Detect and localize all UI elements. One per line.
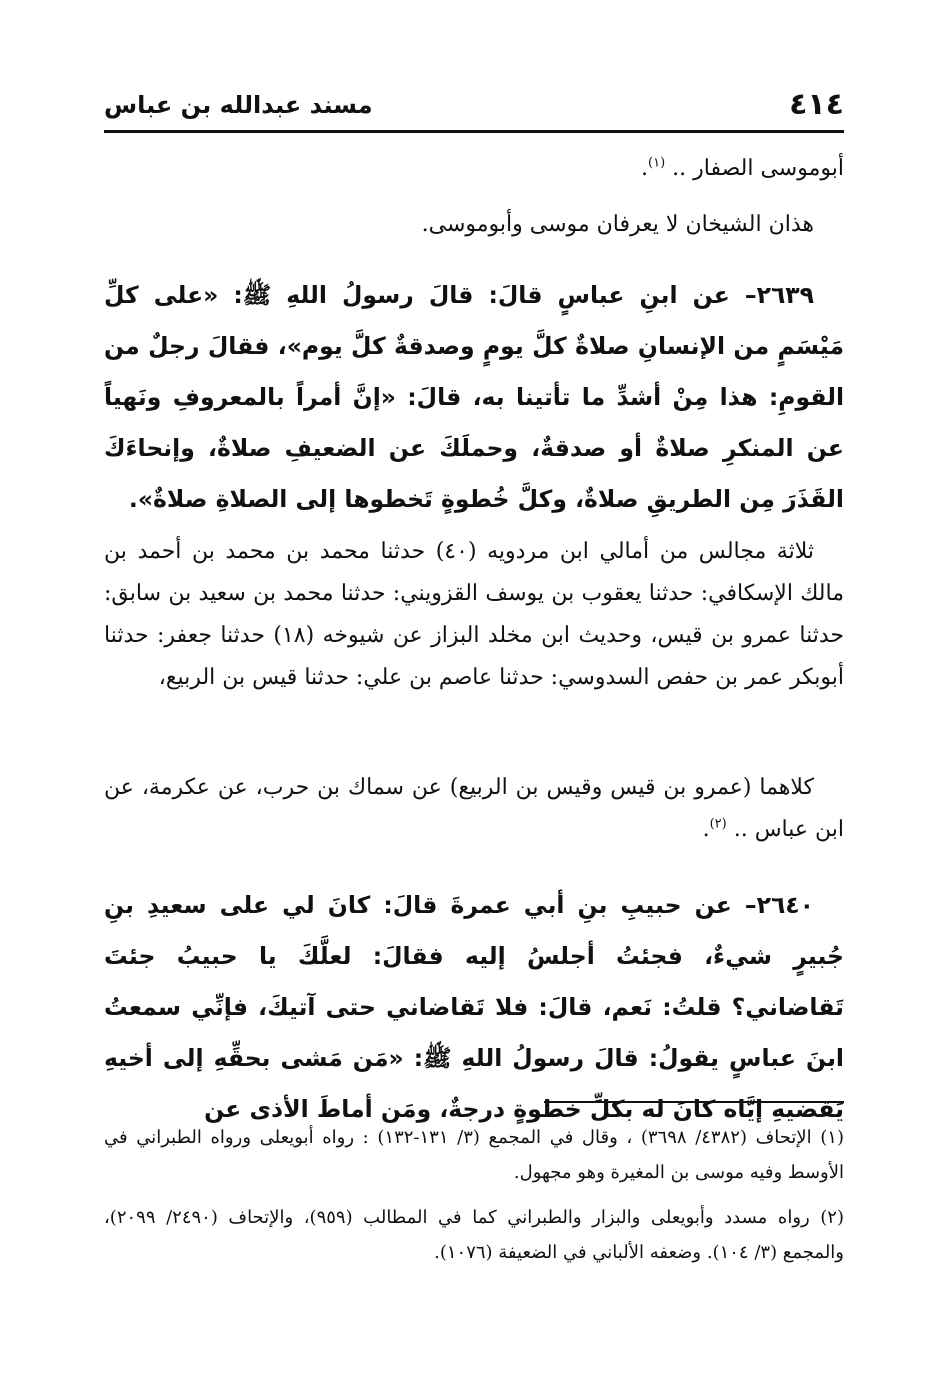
footnote-ref-1: (١) — [648, 155, 666, 171]
footnote-ref-2: (٢) — [709, 816, 727, 832]
intro-line-1-text: أبوموسى الصفار .. — [665, 156, 844, 181]
footnote-1: (١) الإتحاف (٤٣٨٢/ ٣٦٩٨) ، وقال في المجمع (٣/ ١٣١-١٣٢) : رواه أبويعلى ورواه الطبراني في الأوسط وفيه موسى بن المغيرة وهو مجهول. — [104, 1127, 844, 1183]
hadith-2639: ٢٦٣٩– عن ابنِ عباسٍ قالَ: قالَ رسولُ اللهِ ﷺ: «على كلِّ مَيْسَمٍ من الإنسانِ صلاةٌ كلَّ يومٍ وصدقةٌ كلَّ يوم»، فقالَ رجلٌ من القومِ: هذا مِنْ أشدِّ ما تأتينا به، قالَ: «إنَّ أمراً بالمعروفِ ونَهياً عن المنكرِ صلاةٌ أو صدقةٌ، وحملَكَ عن الضعيفِ صلاةٌ، وإنحاءَكَ القَذَرَ مِن الطريقِ صلاةٌ، وكلَّ خُطوةٍ تَخطوها إلى الصلاةِ صلاةٌ». — [104, 281, 844, 513]
header-rule — [104, 130, 844, 133]
footnote-rule — [544, 1101, 844, 1103]
intro-line-1-end: . — [641, 156, 649, 181]
isnad-2639-para-2-end: . — [702, 817, 710, 842]
hadith-2640: ٢٦٤٠– عن حبيبِ بنِ أبي عمرةَ قالَ: كانَ لي على سعيدِ بنِ جُبيرٍ شيءٌ، فجئتُ أجلسُ إليه فقالَ: لعلَّكَ يا حبيبُ جئتَ تَقاضاني؟ قلتُ: نَعم، قالَ: فلا تَقاضاني حتى آتيكَ، فإنِّي سمعتُ ابنَ عباسٍ يقولُ: قالَ رسولُ اللهِ ﷺ: «مَن مَشى بحقِّهِ إلى أخيهِ يَقضيهِ إيَّاه كانَ له بكلِّ خطوةٍ درجةٌ، ومَن أماطَ الأذى عن — [104, 891, 844, 1123]
footnote-2: (٢) رواه مسدد وأبويعلى والبزار والطبراني كما في المطالب (٩٥٩)، والإتحاف (٢٤٩٠/ ٢٠٩٩)، والمجمع (٣/ ١٠٤). وضعفه الألباني في الضعيفة (١٠٧٦). — [104, 1207, 844, 1263]
intro-line-1 — [104, 148, 844, 190]
isnad-2639-para-2 — [104, 767, 844, 851]
isnad-2639-para-1: ثلاثة مجالس من أمالي ابن مردويه (٤٠) حدثنا محمد بن محمد بن أحمد بن مالك الإسكافي: حدثنا يعقوب بن يوسف القزويني: حدثنا محمد بن سعيد بن سابق: حدثنا عمرو بن قيس، وحديث ابن مخلد البزاز عن شيوخه (١٨) حدثنا جعفر: حدثنا أبوبكر عمر بن حفص السدوسي: حدثنا عاصم بن علي: حدثنا قيس بن الربيع، — [104, 539, 844, 690]
running-title: مسند عبدالله بن عباس — [104, 91, 373, 119]
running-header — [104, 82, 844, 122]
intro-line-2: هذان الشيخان لا يعرفان موسى وأبوموسى. — [421, 212, 814, 237]
page-number: ٤١٤ — [789, 87, 844, 122]
isnad-2639-para-2-text: كلاهما (عمرو بن قيس وقيس بن الربيع) عن سماك بن حرب، عن عكرمة، عن ابن عباس .. — [104, 775, 844, 842]
